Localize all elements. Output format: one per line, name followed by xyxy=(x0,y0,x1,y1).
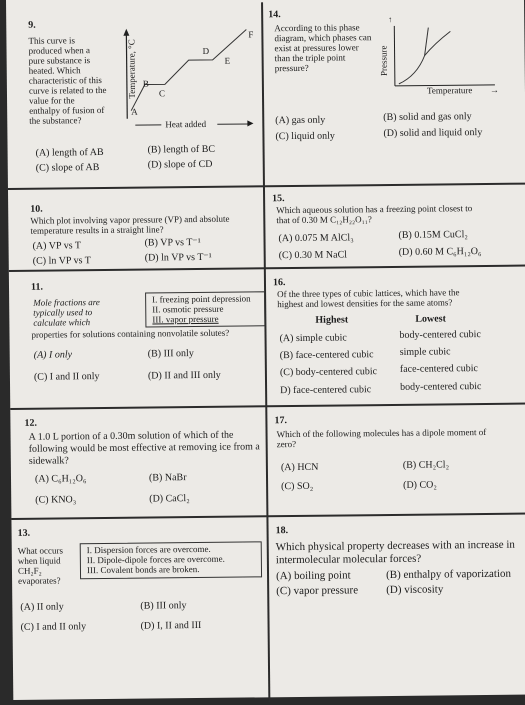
choice-c[interactable]: (C) I and II only xyxy=(20,621,87,633)
phase-diagram xyxy=(390,23,501,94)
choice-b-lowest: simple cubic xyxy=(399,346,451,358)
choice-c-lowest: face-centered cubic xyxy=(399,363,478,375)
statements-box: I. freezing point depression II. osmotic pressure III. vapor pressure xyxy=(145,291,265,327)
choice-d[interactable]: (D) viscosity xyxy=(386,583,444,597)
x-axis-label: Temperature xyxy=(426,85,473,96)
choice-a[interactable]: (A) gas only xyxy=(275,114,326,127)
question-stem-continued: properties for solutions containing nonvolatile solutes? xyxy=(31,327,230,340)
choice-a[interactable]: (A) HCN xyxy=(280,461,319,474)
question-number: 14. xyxy=(268,9,281,21)
question-stem: Of the three types of cubic lattices, which have the highest and lowest densities for the same atoms? xyxy=(277,287,460,310)
choice-c[interactable]: (C) vapor pressure xyxy=(276,584,359,598)
choice-b[interactable]: (B) solid and gas only xyxy=(383,111,472,124)
question-number: 11. xyxy=(30,281,44,293)
choice-a[interactable]: (A) II only xyxy=(20,601,64,613)
x-axis xyxy=(135,120,253,129)
choice-b[interactable]: (B) enthalpy of vaporization xyxy=(385,567,512,582)
choice-c[interactable]: (C) KNO₃ xyxy=(35,494,77,506)
choice-a[interactable]: (A) I only xyxy=(33,349,73,361)
point-label: B xyxy=(142,78,149,89)
column-header: Lowest xyxy=(415,313,446,325)
arrow-right-icon: ▶ xyxy=(247,118,254,128)
choice-d[interactable]: D) face-centered cubic xyxy=(280,384,372,397)
choice-d-lowest: body-centered cubic xyxy=(400,381,482,393)
row-divider xyxy=(8,183,525,190)
choice-c[interactable]: (C) I and II only xyxy=(33,371,100,383)
choice-d[interactable]: (D) CaCl₂ xyxy=(149,493,190,505)
question-number: 9. xyxy=(28,19,36,31)
question-stem: Which physical property decreases with an increase in intermolecular molecular forces? xyxy=(275,538,515,567)
question-number: 12. xyxy=(24,417,37,429)
question-stem: According to this phase diagram, which phases can exist at pressures lower than the triple point pressure? xyxy=(274,22,372,74)
point-label: A xyxy=(131,106,138,117)
choice-b[interactable]: (B) CH₂Cl₂ xyxy=(402,459,450,471)
y-axis-label: Pressure xyxy=(378,45,389,77)
choice-a[interactable]: (A) VP vs T xyxy=(32,240,82,252)
choice-b[interactable]: (B) NaBr xyxy=(148,472,187,484)
choice-d[interactable]: (D) II and III only xyxy=(147,369,221,382)
choice-c[interactable]: (C) body-centered cubic xyxy=(279,366,378,379)
worksheet-page xyxy=(6,0,525,700)
row-divider xyxy=(10,403,525,410)
choice-c[interactable]: (C) 0.30 M NaCl xyxy=(278,249,348,262)
question-number: 10. xyxy=(30,203,43,215)
question-number: 17. xyxy=(274,415,287,427)
column-header: Highest xyxy=(315,314,349,326)
point-label: D xyxy=(202,45,210,56)
point-label: F xyxy=(248,29,254,40)
choice-b[interactable]: (B) VP vs T⁻¹ xyxy=(144,236,201,249)
point-label: C xyxy=(158,88,166,99)
question-number: 18. xyxy=(275,525,289,537)
question-number: 15. xyxy=(272,193,285,205)
choice-d[interactable]: (D) CO₂ xyxy=(403,479,437,491)
choice-b[interactable]: (B) length of BC xyxy=(147,143,216,156)
choice-c[interactable]: (C) liquid only xyxy=(275,130,335,143)
choice-a[interactable]: (A) boiling point xyxy=(275,569,351,583)
choice-d[interactable]: (D) 0.60 M C₆H₁₂O₆ xyxy=(398,246,482,258)
y-axis-label: Temperature, °C xyxy=(126,39,138,99)
choice-a[interactable]: (A) 0.075 M AlCl₃ xyxy=(278,232,354,245)
column-divider xyxy=(261,2,270,702)
arrow-up-icon: ↑ xyxy=(388,14,393,24)
choice-b[interactable]: (B) III only xyxy=(147,348,194,360)
choice-b[interactable]: (B) face-centered cubic xyxy=(279,349,374,362)
choice-b[interactable]: (B) 0.15M CuCl₂ xyxy=(398,229,468,241)
choice-a[interactable]: (A) C₆H₁₂O₆ xyxy=(34,473,87,485)
arrow-right-icon: → xyxy=(489,84,500,95)
choice-d[interactable]: (D) slope of CD xyxy=(147,158,213,171)
question-stem: Mole fractions are typically used to calculate which xyxy=(33,297,100,328)
question-stem: Which aqueous solution has a freezing point closest to that of 0.30 M C₁₂H₂₂O₁₁? xyxy=(276,203,473,226)
question-number: 16. xyxy=(272,277,286,289)
choice-a[interactable]: (A) length of AB xyxy=(35,146,104,159)
choice-d[interactable]: (D) ln VP vs T⁻¹ xyxy=(144,251,212,264)
choice-a[interactable]: (A) simple cubic xyxy=(279,332,347,345)
question-stem: A 1.0 L portion of a 0.30m solution of which of the following would be most effective at removing ice from a sidewalk? xyxy=(28,429,260,467)
choice-d[interactable]: (D) solid and liquid only xyxy=(383,127,483,140)
point-label: E xyxy=(224,55,231,66)
choice-c[interactable]: (C) slope of AB xyxy=(35,162,100,174)
question-stem: What occurs when liquid CH₂F₂ evaporates? xyxy=(17,545,64,586)
question-stem: Which plot involving vapor pressure (VP) and absolute temperature results in a straight line? xyxy=(30,213,230,236)
question-stem: Which of the following molecules has a dipole moment of zero? xyxy=(276,426,487,450)
x-axis-label: Heat added xyxy=(165,118,207,130)
choice-a-lowest: body-centered cubic xyxy=(399,329,481,341)
question-stem: This curve is produced when a pure substance is heated. Which characteristic of this curve is related to the value for the enthalpy of fusion of the substance? xyxy=(28,35,107,126)
choice-c[interactable]: (C) ln VP vs T xyxy=(32,255,91,267)
choice-b[interactable]: (B) III only xyxy=(140,600,187,612)
choice-d[interactable]: (D) I, II and III xyxy=(140,619,202,632)
statements-box: I. Dispersion forces are overcome. II. Dipole-dipole forces are overcome. III. Covalent bonds are broken. xyxy=(80,541,262,579)
question-number: 13. xyxy=(17,527,31,539)
choice-c[interactable]: (C) SO₂ xyxy=(281,480,314,493)
